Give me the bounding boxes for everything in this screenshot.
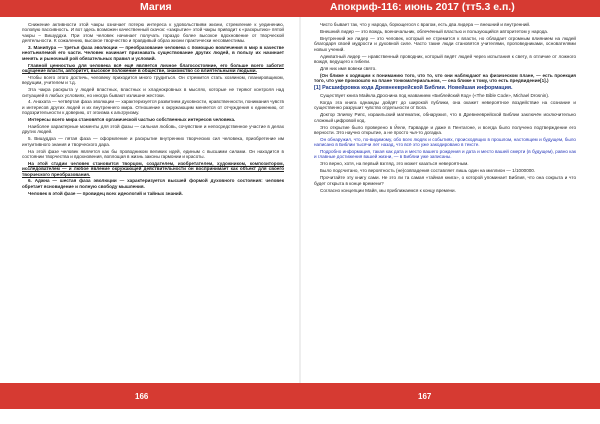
header-bar xyxy=(0,0,600,17)
paragraph: Это открытие было проверено в Йеле, Гарварде и даже в Пентагоне, и всегда было получено подтверждение его верности. Это научно открытие, а не просто чья-то догадка. xyxy=(314,124,576,135)
issue-title-right: Апокриф-116: июнь 2017 (тт5.3 е.п.) xyxy=(330,1,515,13)
paragraph: Прочитайте эту книгу сами. Не это ли та самая «тайная книга», о которой упоминает Библия, что она сокрыта и что будет открыта в конце времени? xyxy=(314,175,576,186)
page-fold xyxy=(299,17,301,383)
paragraph: Эта чакра раскрыта у людей властных, властных и хладнокровных в мыслях, которые не теряют контроля над ситуацией в любых условиях, но иногда бывают излишне жестоки. xyxy=(22,87,284,98)
paragraph: Адекватный лидер — нравственный проводник, который ведёт людей через испытания к свету, в отличие от ложного вождя, ведущего к гибели. xyxy=(314,53,576,64)
section-title-left: Магия xyxy=(140,1,172,13)
paragraph: 3. Манипура — третья фаза эволюции — преобразование человека с помощью вовлечения в мир в качестве неотъемлемой его части. Человек начинает признавать существование других людей, в пользу их начинает менять и рыночный рой обязательных правил и условий. xyxy=(22,44,284,61)
paragraph: Для них имя вовеки свято. xyxy=(320,65,377,71)
paragraph: Главной ценностью для человека всё ещё является личное благосостояние, его больше всего заботит ощущение власти, авторитет, высокое положение в обществе, знакомство со влиятельными людьми. xyxy=(22,62,284,73)
footer-bar xyxy=(0,383,600,409)
paragraph: Это верно, хотя, на первый взгляд, это может казаться невероятным. xyxy=(320,161,469,167)
notice-paragraph: (Он ближе к ходящим к пониманию того, что то, что они наблюдают на физическом плане, — есть проекция того, что уже произошло на плане тонкоматериальном, — она ближе к тому, что есть предвидение[1].) xyxy=(314,72,576,84)
paragraph: На этой стадии человек становится творцом, создателем, изобретателем, художником, композитором, исследователем — и любое явление окружающей действительности он воспринимает как объект для своего творческого преобразования. xyxy=(22,160,284,177)
paragraph: Согласно концепции Майя, мы приближаемся к концу времени. xyxy=(320,187,456,193)
paragraph: Доктор Элияху Рипс, израильский математик, обнаружил, что в Древнееврейской Библии заключён исключительно сложный цифровой код. xyxy=(314,112,576,123)
paragraph: Было подсчитано, что вероятность (не)совпадения составляет лишь один на миллион — 1/1000000. xyxy=(320,168,536,174)
paragraph: Когда эта книга однажды дойдёт до широкой публики, она окажет невероятное воздействие на сознание и существенно разрушит чувство отдельности от Бога. xyxy=(314,99,576,111)
paragraph: Снижение активности этой чакры означает потерю интереса к удовольствиям жизни, стремление к уединению, половую пассивность. И вот здесь возможен качественный скачок: «закрытие» этой чакры приводит к «раскрытию» пятой чакры – Вишуддхи. При этом человек начинает получать гораздо более высокое вдохновение от творческой деятельности. К сожалению, высокое творчество и правдивый образ жизни практически несовместимы. xyxy=(22,22,284,44)
paragraph: Чисто бывает так, что у народа, борющегося с врагом, есть два лидера — внешний и внутренний. xyxy=(320,22,531,27)
paragraph: Интересы всего мира становятся органической частью собственных интересов человека. xyxy=(28,117,236,123)
left-page-text xyxy=(22,22,284,377)
paragraph: Внутренний же лидер — это человек, который не стремится к власти, но обладает огромным влиянием на людей благодаря своей мудрости и духовной силе. Часто такие люди становятся учителями, проповедниками, основателями новых учений. xyxy=(314,35,576,52)
highlight-paragraph: Он обнаружил, что, по-видимому, обо всех людях и событиях, происходящих в прошлом, настоящем и будущем, было написано в Библии тысячи лет назад, что всё это уже закодировано в тексте. xyxy=(314,136,576,148)
paragraph: 4. Анахата — четвёртая фаза эволюции — характеризуется развитием духовности, нравственности, понимания чувств и интересов других людей и их внутреннего мира. Отношение к окружающим меняется от отчуждения к единению, от подозрительности к доверию, от эгоизма к альтруизму. xyxy=(22,99,284,116)
paragraph: 5. Вишуддха — пятая фаза — оформление и раскрытие внутренних творческих сил человека, приобретение им интуитивного знания и творческого дара. xyxy=(22,136,284,147)
paragraph: Чтобы всего этого достичь, человеку приходится много трудиться. Он стремится стать хозяином, планировщиком, ведущим, учителем и т.д. xyxy=(22,74,284,86)
paragraph: Существует книга Майкла Дроснина под названием «Библейский Код» («The Bible Code», Michael Drosnin). xyxy=(320,93,550,98)
paragraph: Внешний лидер — это вождь, военачальник, облечённый властью и пользующийся авторитетом у народа. xyxy=(320,28,549,34)
paragraph: На этой фазе человек является как бы проводником великих идей, единым с высшими силами. Он находится в состоянии творчества и вдохновения, воплощая в жизнь законы гармонии и красоты. xyxy=(22,148,284,159)
page-number-right: 167 xyxy=(418,392,432,401)
page-number-left: 166 xyxy=(135,392,149,401)
section-heading: [1] Расшифровка кода Древнееврейской Библии. Новейшая информация. xyxy=(314,85,513,91)
highlight-paragraph: Подробно информация, такая как дата и место вашего рождения и дата и место вашей смерти (в будущем), равно как и главные достижения вашей жизни, — в Библии уже записаны. xyxy=(314,149,576,160)
right-page-text xyxy=(314,22,576,377)
paragraph: 6. Аджна — шестая фаза эволюции — характеризуется высшей формой духовного состояния: человек обретает ясновидение и полную свободу мышления. xyxy=(22,178,284,189)
paragraph: Человек в этой фазе — провидец всех идеологий и тайных знаний. xyxy=(28,190,183,196)
paragraph: Наиболее характерные моменты для этой фазы — сильная любовь, сочувствие и непосредственное участие в делах других людей. xyxy=(22,124,284,135)
